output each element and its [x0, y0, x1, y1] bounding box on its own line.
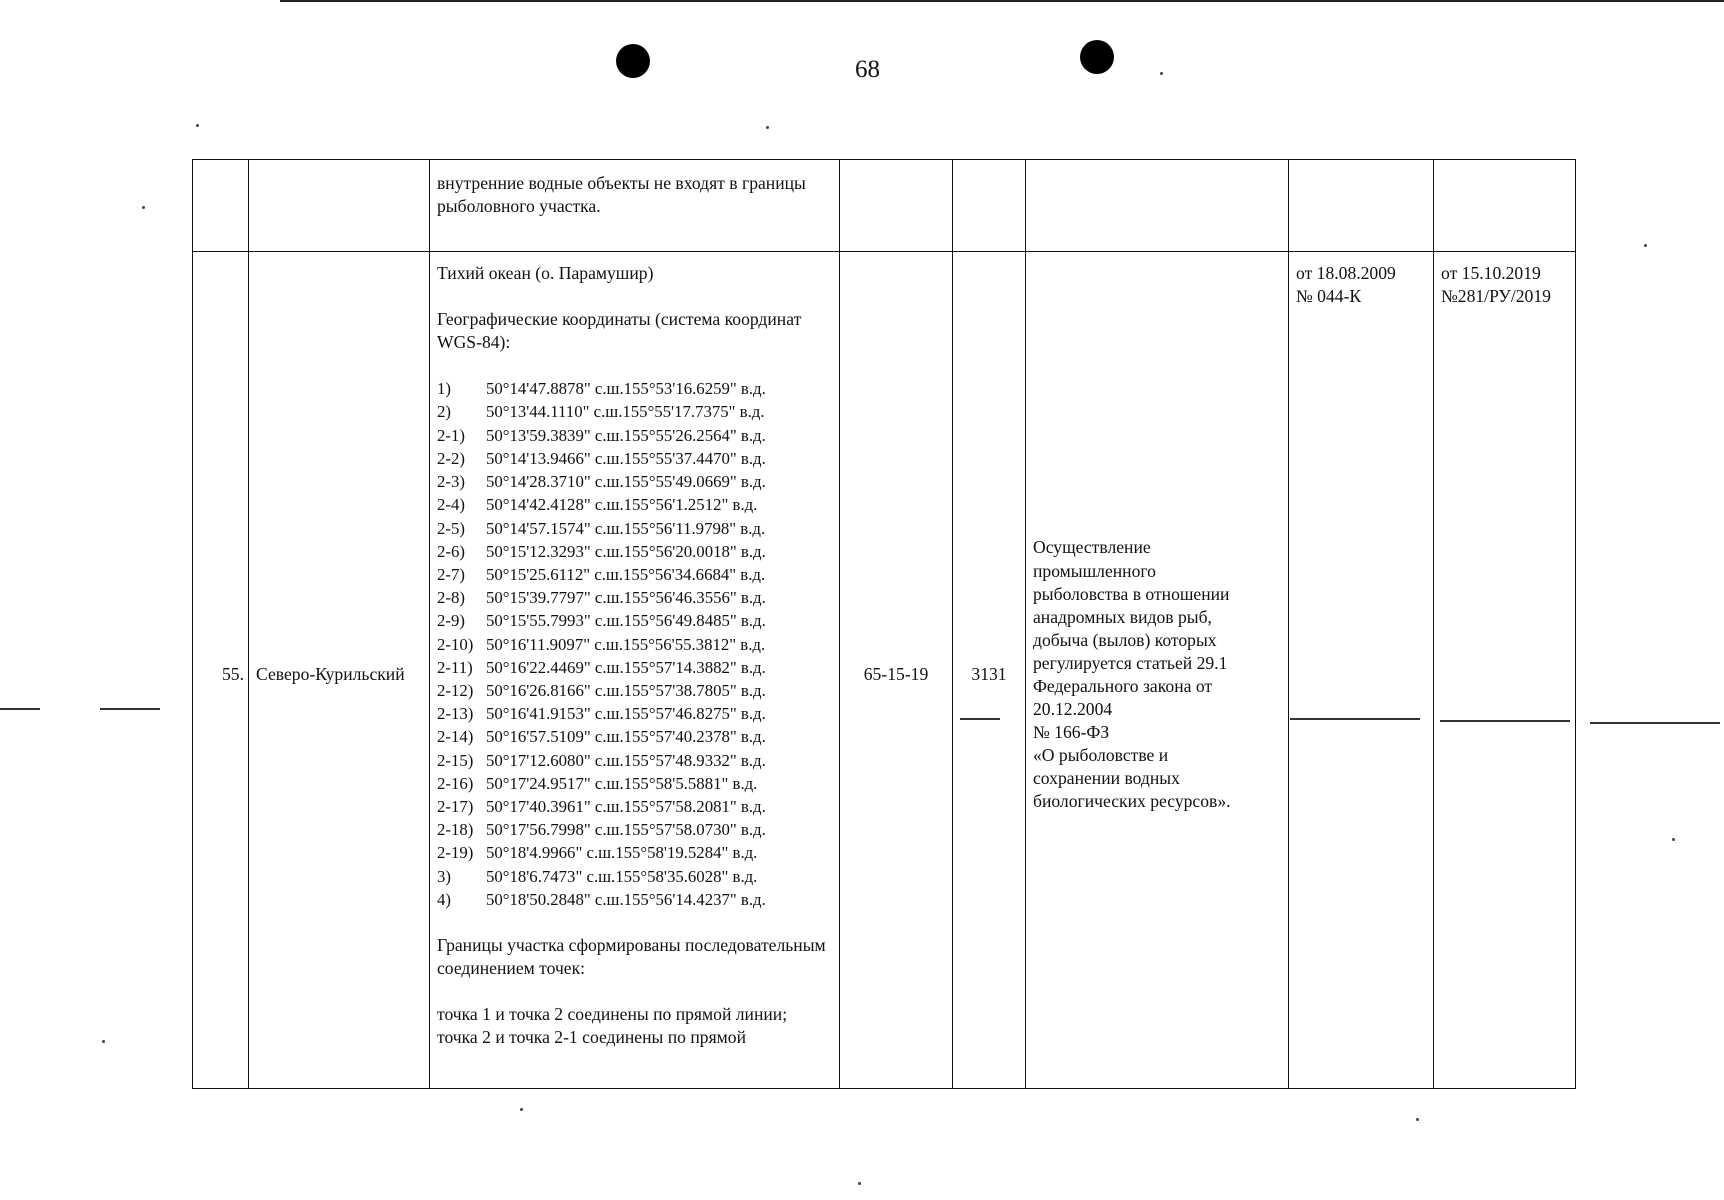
fold-line-right	[1590, 722, 1720, 724]
agreement-number: № 044-К	[1296, 286, 1362, 307]
agreement-date: от 18.08.2009	[1296, 263, 1396, 283]
coordinate-value: 50°15'12.3293" с.ш.155°56'20.0018" в.д.	[486, 541, 766, 561]
coordinate-point-label: 2-1)	[437, 425, 465, 445]
coordinate-row	[437, 865, 832, 888]
cell-amendment	[1434, 160, 1576, 252]
district-name: Северо-Курильский	[249, 252, 430, 1089]
scan-speck	[520, 1108, 523, 1111]
coordinate-value: 50°17'12.6080" с.ш.155°57'48.9332" в.д.	[486, 750, 766, 770]
cell-zone	[953, 160, 1026, 252]
coordinate-row	[437, 656, 832, 679]
coordinate-point-label: 2-9)	[437, 611, 465, 631]
connection-1: точка 1 и точка 2 соединены по прямой линии;	[437, 1004, 788, 1025]
coordinate-row	[437, 400, 832, 423]
coordinate-value: 50°13'44.1110" с.ш.155°55'17.7375" в.д.	[486, 402, 765, 422]
amendment-number: №281/РУ/2019	[1441, 286, 1551, 307]
coordinate-row	[437, 841, 832, 864]
punch-hole-right	[1080, 40, 1114, 74]
coordinate-value: 50°14'47.8878" с.ш.155°53'16.6259" в.д.	[486, 379, 766, 399]
coordinate-point-label: 2-3)	[437, 472, 465, 492]
coordinate-row	[437, 795, 832, 818]
agreement-cell	[1289, 252, 1434, 1089]
coordinate-point-label: 2-8)	[437, 588, 465, 608]
coordinate-value: 50°16'26.8166" с.ш.155°57'38.7805" в.д.	[486, 680, 766, 700]
coordinate-row	[437, 888, 832, 911]
scan-speck	[142, 206, 145, 209]
coordinate-point-label: 2-6)	[437, 541, 465, 561]
coordinate-point-label: 1)	[437, 379, 451, 399]
fold-line-right	[1440, 720, 1570, 722]
scan-speck	[766, 126, 769, 129]
table-row-continuation	[193, 160, 1576, 252]
cell-code	[840, 160, 953, 252]
coordinate-value: 50°14'42.4128" с.ш.155°56'1.2512" в.д.	[486, 495, 758, 515]
coordinate-value: 50°15'39.7797" с.ш.155°56'46.3556" в.д.	[486, 588, 766, 608]
cell-description	[430, 160, 840, 252]
fishing-plots-table	[192, 159, 1576, 1089]
coordinate-value: 50°18'4.9966" с.ш.155°58'19.5284" в.д.	[486, 843, 758, 863]
coordinate-point-label: 3)	[437, 866, 451, 886]
connection-2: точка 2 и точка 2-1 соединены по прямой	[437, 1027, 747, 1048]
coordinate-value: 50°17'40.3961" с.ш.155°57'58.2081" в.д.	[486, 796, 766, 816]
coordinate-value: 50°13'59.3839" с.ш.155°55'26.2564" в.д.	[486, 425, 766, 445]
amendment-cell	[1434, 252, 1576, 1089]
coordinate-value: 50°17'56.7998" с.ш.155°57'58.0730" в.д.	[486, 820, 766, 840]
coordinate-row	[437, 424, 832, 447]
coordinate-value: 50°18'6.7473" с.ш.155°58'35.6028" в.д.	[486, 866, 758, 886]
boundary-note: Границы участка сформированы последовательным соединением точек:	[437, 934, 826, 979]
coordinate-row	[437, 772, 832, 795]
coordinate-point-label: 2)	[437, 402, 451, 422]
table-row-55	[193, 252, 1576, 1089]
coordinate-row	[437, 702, 832, 725]
coordinate-value: 50°14'13.9466" с.ш.155°55'37.4470" в.д.	[486, 448, 766, 468]
coordinate-row	[437, 563, 832, 586]
scan-speck	[858, 1182, 861, 1185]
coordinate-point-label: 2-17)	[437, 796, 474, 816]
punch-hole-left	[616, 44, 650, 78]
plot-zone: 3131	[953, 252, 1026, 1089]
plot-description	[430, 252, 840, 1089]
coordinate-row	[437, 818, 832, 841]
cell-index	[193, 160, 249, 252]
coord-system: Географические координаты (система координат WGS-84):	[437, 309, 802, 353]
water-body: Тихий океан (о. Парамушир)	[437, 263, 654, 283]
coordinate-value: 50°16'22.4469" с.ш.155°57'14.3882" в.д.	[486, 657, 766, 677]
coordinate-row	[437, 470, 832, 493]
coordinate-point-label: 2-12)	[437, 680, 474, 700]
coordinate-point-label: 2-4)	[437, 495, 465, 515]
coordinate-value: 50°14'28.3710" с.ш.155°55'49.0669" в.д.	[486, 472, 766, 492]
cell-district	[249, 160, 430, 252]
coordinate-value: 50°16'41.9153" с.ш.155°57'46.8275" в.д.	[486, 704, 766, 724]
plot-code: 65-15-19	[840, 252, 953, 1089]
coordinate-row	[437, 609, 832, 632]
coordinate-row	[437, 679, 832, 702]
coordinate-point-label: 2-10)	[437, 634, 474, 654]
coordinate-row	[437, 447, 832, 470]
purpose-text: Осуществление промышленного рыболовства в отношении анадромных видов рыб, добыча (вылов) которых регулируется статьей 29.1 Федерального закона от 20.12.2004 № 166-ФЗ «О рыболовстве и сохранении водных биологических ресурсов».	[1033, 537, 1231, 812]
fishing-purpose	[1026, 252, 1289, 1089]
coordinate-row	[437, 725, 832, 748]
fold-line-left	[0, 708, 40, 710]
coordinate-point-label: 2-15)	[437, 750, 474, 770]
cell-agreement	[1289, 160, 1434, 252]
coordinate-point-label: 2-16)	[437, 773, 474, 793]
continuation-text: внутренние водные объекты не входят в границы рыболовного участка.	[437, 173, 806, 217]
coordinate-point-label: 2-2)	[437, 448, 465, 468]
coordinate-point-label: 2-18)	[437, 820, 474, 840]
row-index: 55.	[193, 252, 249, 1089]
coordinate-point-label: 2-13)	[437, 704, 474, 724]
coordinate-value: 50°15'55.7993" с.ш.155°56'49.8485" в.д.	[486, 611, 766, 631]
fold-line-left	[100, 708, 160, 710]
coordinate-value: 50°17'24.9517" с.ш.155°58'5.5881" в.д.	[486, 773, 758, 793]
coordinate-row	[437, 517, 832, 540]
scan-speck	[102, 1040, 105, 1043]
coordinate-row	[437, 540, 832, 563]
coordinate-row	[437, 749, 832, 772]
scan-speck	[1672, 838, 1675, 841]
scan-top-edge	[280, 0, 1724, 2]
coordinate-value: 50°14'57.1574" с.ш.155°56'11.9798" в.д.	[486, 518, 766, 538]
coordinate-list	[437, 377, 832, 911]
coordinate-point-label: 2-11)	[437, 657, 473, 677]
coordinate-point-label: 4)	[437, 889, 451, 909]
coordinate-point-label: 2-7)	[437, 564, 465, 584]
scan-speck	[1644, 244, 1647, 247]
coordinate-row	[437, 493, 832, 516]
coordinate-point-label: 2-19)	[437, 843, 474, 863]
scan-speck	[196, 124, 199, 127]
scan-speck	[1160, 72, 1163, 75]
amendment-date: от 15.10.2019	[1441, 263, 1541, 283]
coordinate-value: 50°16'11.9097" с.ш.155°56'55.3812" в.д.	[486, 634, 766, 654]
coordinate-value: 50°15'25.6112" с.ш.155°56'34.6684" в.д.	[486, 564, 766, 584]
coordinate-row	[437, 586, 832, 609]
page-number: 68	[855, 56, 880, 83]
coordinate-value: 50°16'57.5109" с.ш.155°57'40.2378" в.д.	[486, 727, 766, 747]
coordinate-row	[437, 377, 832, 400]
coordinate-row	[437, 633, 832, 656]
fold-line-mid	[960, 718, 1000, 720]
scan-speck	[1416, 1118, 1419, 1121]
coordinate-point-label: 2-5)	[437, 518, 465, 538]
fold-line-right	[1290, 718, 1420, 720]
coordinate-value: 50°18'50.2848" с.ш.155°56'14.4237" в.д.	[486, 889, 766, 909]
coordinate-point-label: 2-14)	[437, 727, 474, 747]
cell-purpose	[1026, 160, 1289, 252]
